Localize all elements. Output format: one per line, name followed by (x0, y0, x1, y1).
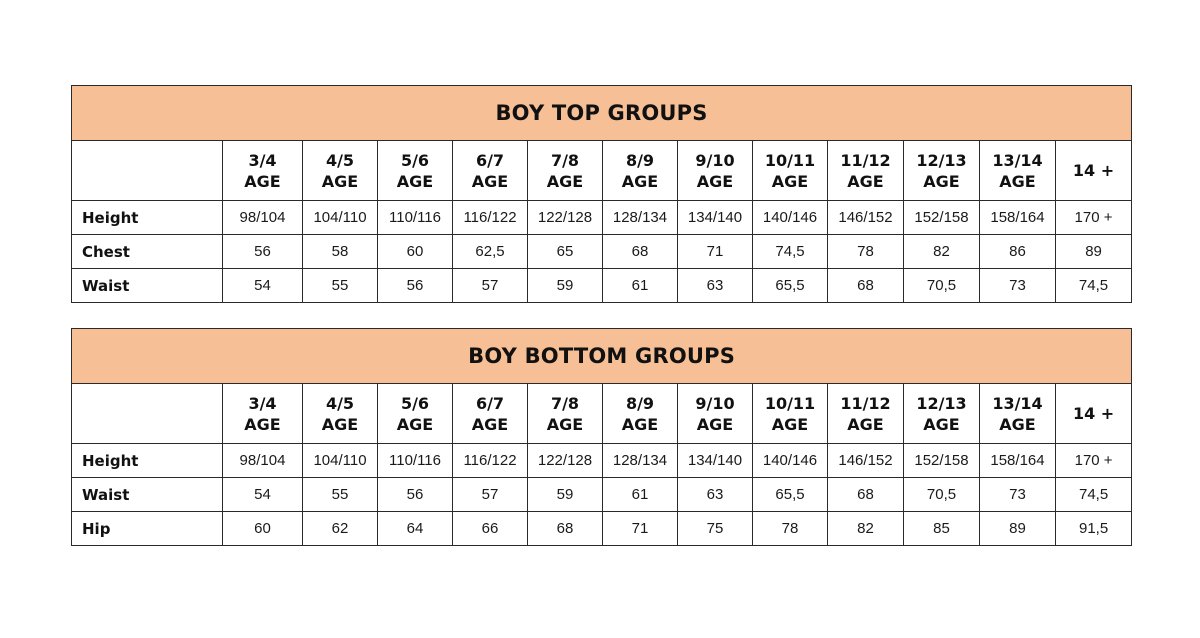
measurement-row (72, 269, 1132, 303)
measurement-value: 134/140 (678, 444, 753, 478)
boy-top-size-table (71, 85, 1132, 303)
measurement-value: 64 (378, 512, 453, 546)
age-range-label: 11/12 (840, 150, 891, 170)
measurement-value: 74,5 (1056, 269, 1132, 303)
measurement-value: 65 (528, 235, 603, 269)
measurement-value: 78 (753, 512, 828, 546)
measurement-value: 62,5 (453, 235, 528, 269)
age-column-header (378, 384, 453, 444)
measurement-value: 89 (980, 512, 1056, 546)
measurement-value: 68 (828, 269, 904, 303)
age-range-label: 11/12 (840, 393, 891, 413)
age-column-header (223, 384, 303, 444)
measurement-value: 73 (980, 269, 1056, 303)
age-range-label: 8/9 (625, 393, 655, 413)
age-unit-label: AGE (621, 414, 659, 434)
measurement-value: 54 (223, 478, 303, 512)
age-unit-label: AGE (847, 171, 884, 191)
measurement-value: 60 (378, 235, 453, 269)
measurement-label: Chest (72, 235, 223, 269)
measurement-value: 68 (828, 478, 904, 512)
measurement-value: 122/128 (528, 201, 603, 235)
measurement-value: 116/122 (453, 201, 528, 235)
age-column-header (904, 141, 980, 201)
age-column-header (603, 141, 678, 201)
measurement-value: 65,5 (753, 478, 828, 512)
age-range-label: 13/14 (992, 393, 1043, 413)
age-unit-label: AGE (471, 414, 509, 434)
age-unit-label: AGE (244, 171, 281, 191)
measurement-value: 75 (678, 512, 753, 546)
measurement-value: 65,5 (753, 269, 828, 303)
age-header-row (72, 141, 1132, 201)
age-column-header (980, 141, 1056, 201)
age-range-label: 7/8 (550, 150, 580, 170)
measurement-value: 63 (678, 269, 753, 303)
table-title: BOY TOP GROUPS (72, 86, 1132, 141)
measurement-row (72, 444, 1132, 478)
table-title-row (72, 86, 1132, 141)
age-unit-label: AGE (923, 414, 960, 434)
measurement-value: 91,5 (1056, 512, 1132, 546)
age-header-row (72, 384, 1132, 444)
measurement-value: 71 (678, 235, 753, 269)
age-unit-label: AGE (999, 171, 1036, 191)
age-unit-label: AGE (621, 171, 659, 191)
age-range-label: 5/6 (400, 150, 430, 170)
measurement-value: 55 (303, 269, 378, 303)
age-column-header (453, 141, 528, 201)
age-unit-label: AGE (471, 171, 509, 191)
measurement-value: 128/134 (603, 444, 678, 478)
age-range-label: 12/13 (916, 393, 967, 413)
age-unit-label: AGE (847, 414, 884, 434)
measurement-value: 82 (828, 512, 904, 546)
measurement-value: 98/104 (223, 444, 303, 478)
age-unit-label: AGE (546, 414, 584, 434)
measurement-value: 86 (980, 235, 1056, 269)
measurement-value: 73 (980, 478, 1056, 512)
measurement-row (72, 512, 1132, 546)
measurement-value: 71 (603, 512, 678, 546)
age-range-label: 10/11 (764, 150, 816, 170)
measurement-value: 56 (378, 269, 453, 303)
measurement-value: 57 (453, 269, 528, 303)
age-range-label: 8/9 (625, 150, 655, 170)
measurement-value: 74,5 (753, 235, 828, 269)
measurement-value: 146/152 (828, 201, 904, 235)
measurement-value: 61 (603, 478, 678, 512)
age-range-label: 4/5 (325, 393, 355, 413)
measurement-value: 70,5 (904, 269, 980, 303)
age-range-label: 6/7 (475, 393, 505, 413)
measurement-value: 146/152 (828, 444, 904, 478)
age-range-label: 5/6 (400, 393, 430, 413)
measurement-value: 152/158 (904, 201, 980, 235)
header-corner-cell (72, 384, 223, 444)
age-column-header (678, 384, 753, 444)
measurement-value: 68 (528, 512, 603, 546)
measurement-label: Waist (72, 478, 223, 512)
age-range-label: 9/10 (695, 150, 735, 170)
age-column-header (753, 384, 828, 444)
measurement-value: 55 (303, 478, 378, 512)
measurement-value: 61 (603, 269, 678, 303)
age-range-label: 3/4 (248, 393, 277, 413)
age-unit-label: AGE (546, 171, 584, 191)
measurement-row (72, 235, 1132, 269)
age-column-header (828, 384, 904, 444)
measurement-value: 78 (828, 235, 904, 269)
measurement-label: Hip (72, 512, 223, 546)
measurement-value: 63 (678, 478, 753, 512)
measurement-value: 128/134 (603, 201, 678, 235)
age-unit-label: AGE (923, 171, 960, 191)
age-column-header (528, 141, 603, 201)
measurement-value: 98/104 (223, 201, 303, 235)
measurement-value: 170 + (1056, 201, 1132, 235)
age-range-label: 14 + (1072, 404, 1115, 423)
measurement-label: Height (72, 201, 223, 235)
age-column-header (303, 141, 378, 201)
measurement-value: 82 (904, 235, 980, 269)
age-column-header (753, 141, 828, 201)
age-column-header (603, 384, 678, 444)
age-range-label: 6/7 (475, 150, 505, 170)
measurement-value: 134/140 (678, 201, 753, 235)
age-unit-label: AGE (244, 414, 281, 434)
age-unit-label: AGE (321, 171, 359, 191)
age-range-label: 13/14 (992, 150, 1043, 170)
measurement-row (72, 201, 1132, 235)
age-range-label: 9/10 (695, 393, 735, 413)
measurement-row (72, 478, 1132, 512)
age-range-label: 12/13 (916, 150, 967, 170)
header-corner-cell (72, 141, 223, 201)
age-unit-label: AGE (396, 171, 434, 191)
measurement-value: 116/122 (453, 444, 528, 478)
table-title-row (72, 329, 1132, 384)
measurement-value: 140/146 (753, 201, 828, 235)
age-unit-label: AGE (396, 414, 434, 434)
measurement-value: 54 (223, 269, 303, 303)
age-unit-label: AGE (771, 171, 809, 191)
age-column-header (904, 384, 980, 444)
age-range-label: 14 + (1072, 161, 1115, 180)
measurement-label: Waist (72, 269, 223, 303)
measurement-value: 60 (223, 512, 303, 546)
measurement-value: 56 (223, 235, 303, 269)
measurement-value: 170 + (1056, 444, 1132, 478)
measurement-value: 104/110 (303, 444, 378, 478)
age-column-header (980, 384, 1056, 444)
measurement-value: 152/158 (904, 444, 980, 478)
measurement-value: 110/116 (378, 444, 453, 478)
measurement-value: 58 (303, 235, 378, 269)
age-column-header (528, 384, 603, 444)
measurement-label: Height (72, 444, 223, 478)
measurement-value: 104/110 (303, 201, 378, 235)
measurement-value: 140/146 (753, 444, 828, 478)
measurement-value: 158/164 (980, 444, 1056, 478)
measurement-value: 74,5 (1056, 478, 1132, 512)
measurement-value: 59 (528, 269, 603, 303)
measurement-value: 85 (904, 512, 980, 546)
age-range-label: 7/8 (550, 393, 580, 413)
measurement-value: 59 (528, 478, 603, 512)
age-unit-label: AGE (999, 414, 1036, 434)
boy-bottom-size-table (71, 328, 1132, 546)
age-range-label: 3/4 (248, 150, 277, 170)
age-unit-label: AGE (696, 171, 734, 191)
measurement-value: 62 (303, 512, 378, 546)
measurement-value: 57 (453, 478, 528, 512)
measurement-value: 56 (378, 478, 453, 512)
age-column-header (223, 141, 303, 201)
age-column-header (678, 141, 753, 201)
table-title: BOY BOTTOM GROUPS (72, 329, 1132, 384)
age-column-header (828, 141, 904, 201)
age-unit-label: AGE (696, 414, 734, 434)
measurement-value: 66 (453, 512, 528, 546)
measurement-value: 70,5 (904, 478, 980, 512)
age-column-header (1056, 384, 1132, 444)
measurement-value: 110/116 (378, 201, 453, 235)
measurement-value: 158/164 (980, 201, 1056, 235)
age-column-header (303, 384, 378, 444)
measurement-value: 89 (1056, 235, 1132, 269)
measurement-value: 68 (603, 235, 678, 269)
age-range-label: 10/11 (764, 393, 816, 413)
age-column-header (378, 141, 453, 201)
age-column-header (453, 384, 528, 444)
age-unit-label: AGE (321, 414, 359, 434)
age-range-label: 4/5 (325, 150, 355, 170)
age-unit-label: AGE (771, 414, 809, 434)
measurement-value: 122/128 (528, 444, 603, 478)
age-column-header (1056, 141, 1132, 201)
